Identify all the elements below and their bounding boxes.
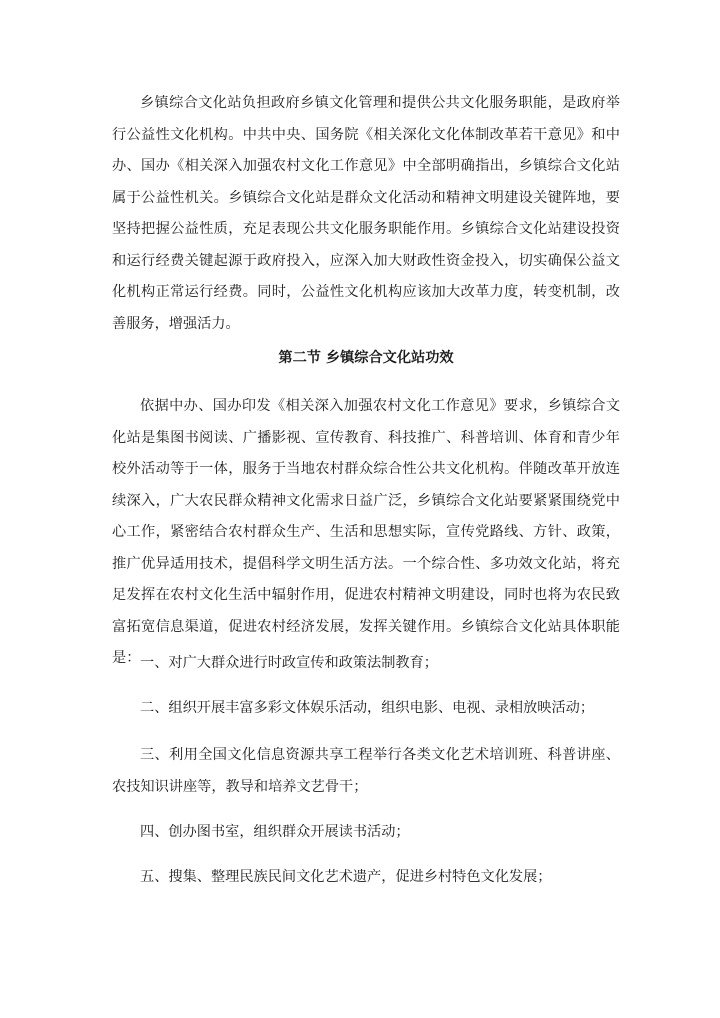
- functions-paragraph: 依据中办、国办印发《相关深入加强农村文化工作意见》要求，乡镇综合文化站是集图书阅读、广播影视、宣传教育、科技推广、科普培训、体育和青少年校外活动等于一体，服务于当地农村群众综合性公共文化机构。伴随改革开放连续深入，广大农民群众精神文化需求日益广泛，乡镇综合文化站要紧紧围绕党中心工作，紧密结合农村群众生产、生活和思想实际，宣传党路线、方针、政策，推广优异适用技术，提倡科学文明生活方法。一个综合性、多功效文化站，将充足发挥在农村文化生活中辐射作用，促进农村精神文明建设，同时也将为农民致富拓宽信息渠道，促进农村经济发展，发挥关键作用。乡镇综合文化站具体职能是：: [112, 398, 620, 666]
- section-heading: 第二节 乡镇综合文化站功效: [278, 350, 454, 366]
- list-item: 一、对广大群众进行时政宣传和政策法制教育；: [140, 655, 438, 671]
- intro-paragraph: 乡镇综合文化站负担政府乡镇文化管理和提供公共文化服务职能，是政府举行公益性文化机构。中共中央、国务院《相关深化文化体制改革若干意见》和中办、国办《相关深入加强农村文化工作意见》中全部明确指出，乡镇综合文化站属于公益性机关。乡镇综合文化站是群众文化活动和精神文明建设关键阵地，要坚持把握公益性质，充足表现公共文化服务职能作用。乡镇综合文化站建设投资和运行经费关键起源于政府投入，应深入加大财政性资金投入，切实确保公益文化机构正常运行经费。同时，公益性文化机构应该加大改革力度，转变机制，改善服务，增强活力。: [112, 95, 620, 332]
- list-item: 三、利用全国文化信息资源共享工程举行各类文化艺术培训班、科普讲座、农技知识讲座等，教导和培养文艺骨干；: [112, 747, 620, 795]
- list-item: 四、创办图书室，组织群众开展读书活动；: [140, 824, 410, 840]
- list-item: 五、搜集、整理民族民间文化艺术遗产，促进乡村特色文化发展；: [140, 869, 552, 885]
- list-item: 二、组织开展丰富多彩文体娱乐活动，组织电影、电视、录相放映活动；: [140, 700, 595, 716]
